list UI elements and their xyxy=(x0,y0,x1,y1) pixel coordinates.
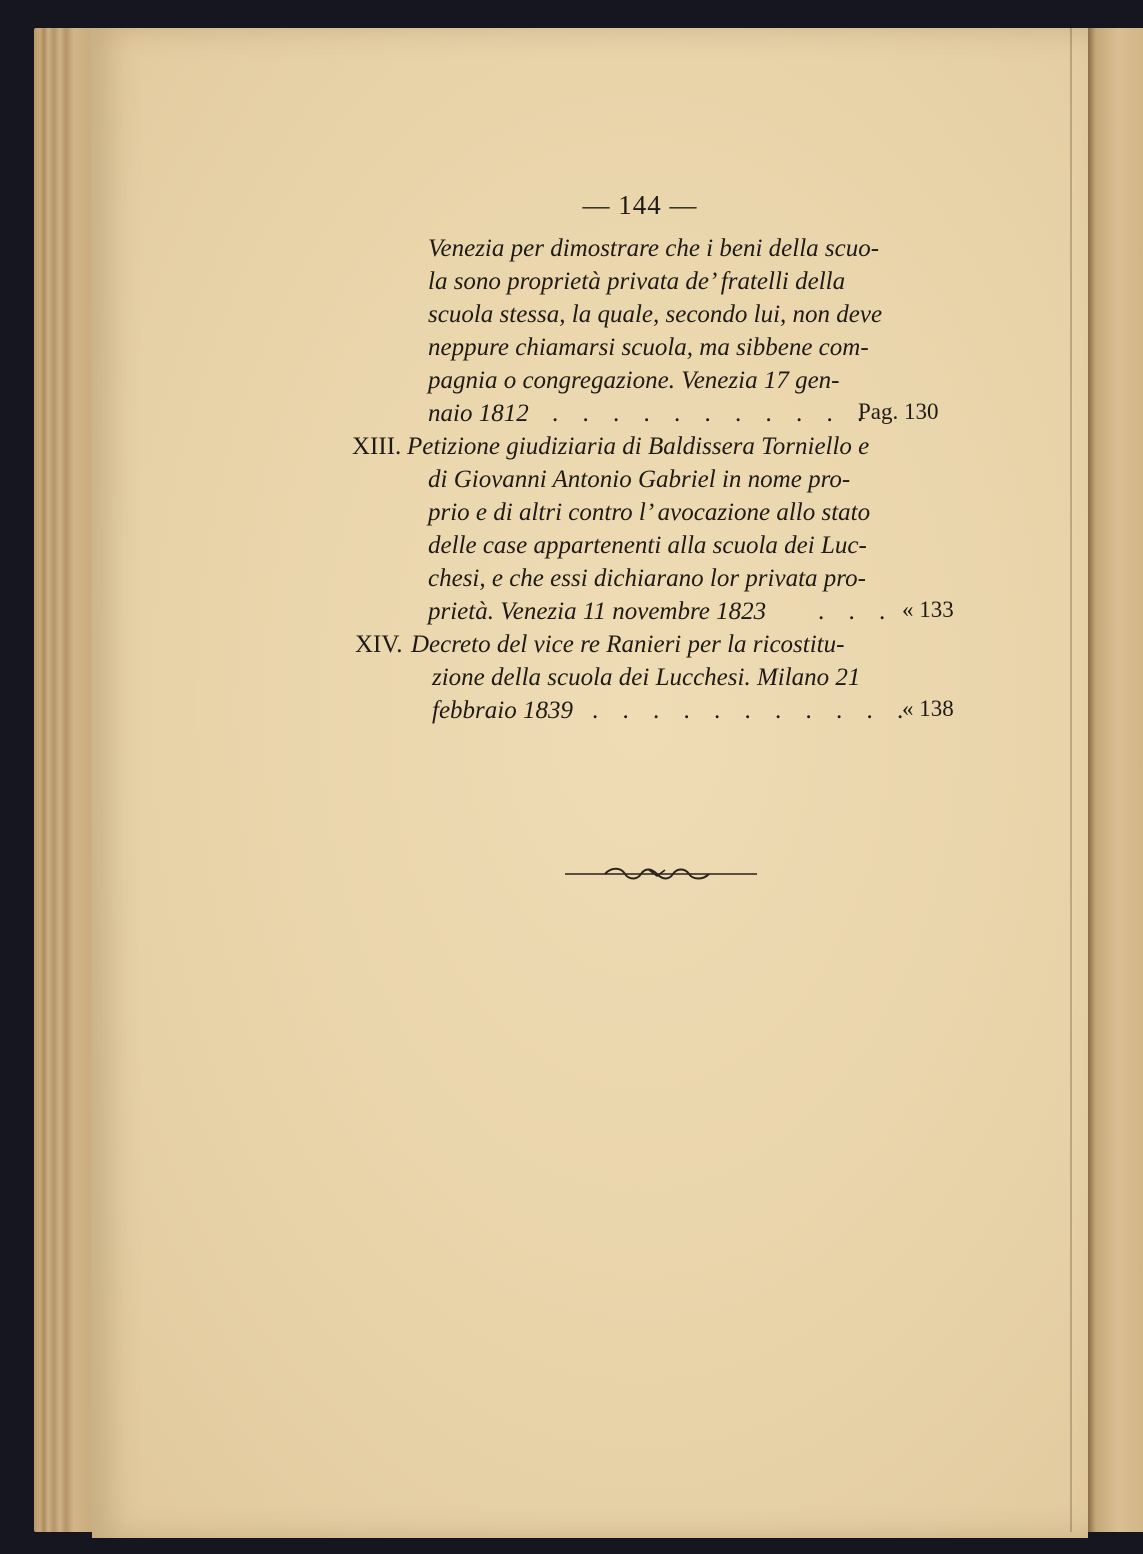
entry-xiii-line-2: di Giovanni Antonio Gabriel in nome pro- xyxy=(428,466,851,493)
entry-xiv-numeral: XIV. xyxy=(355,631,403,658)
end-ornament xyxy=(565,862,757,884)
entry-xiii-line-6: prietà. Venezia 11 novembre 1823 xyxy=(428,598,767,625)
entry-xiv-page-ref: « 138 xyxy=(902,696,954,721)
entry-1-line-3: scuola stessa, la quale, secondo lui, non deve xyxy=(428,301,883,328)
entry-xiii-line-4: delle case appartenenti alla scuola dei Luc- xyxy=(428,532,867,559)
entry-xiii-leader: . . . xyxy=(818,598,895,625)
entry-xiv-leader: . . . . . . . . . . . xyxy=(592,697,913,724)
entry-1-page-ref: Pag. 130 xyxy=(858,399,939,424)
entry-1-line-6: naio 1812 xyxy=(428,400,529,427)
entry-1-line-5: pagnia o congregazione. Venezia 17 gen- xyxy=(428,367,840,394)
entry-xiii-line-5: chesi, e che essi dichiarano lor privata pro- xyxy=(428,565,866,592)
entry-xiv-line-2: zione della scuola dei Lucchesi. Milano 21 xyxy=(432,664,861,691)
page-number: — 144 — xyxy=(582,190,698,220)
entry-xiii-line-1: Petizione giudiziaria di Baldissera Torniello e xyxy=(407,433,870,460)
entry-1-leader: . . . . . . . . . . . xyxy=(552,400,873,427)
entry-1-line-4: neppure chiamarsi scuola, ma sibbene com- xyxy=(428,334,869,361)
entry-1-line-1: Venezia per dimostrare che i beni della scuo- xyxy=(428,235,880,262)
entry-xiii-line-3: prio e di altri contro l’ avocazione allo stato xyxy=(428,499,871,526)
entry-1-line-2: la sono proprietà privata de’ fratelli della xyxy=(428,268,846,295)
entry-xiii-numeral: XIII. xyxy=(352,433,402,460)
entry-xiv-line-3: febbraio 1839 xyxy=(432,697,573,724)
entry-xiv-line-1: Decreto del vice re Ranieri per la ricostitu- xyxy=(411,631,845,658)
entry-xiii-page-ref: « 133 xyxy=(902,597,954,622)
